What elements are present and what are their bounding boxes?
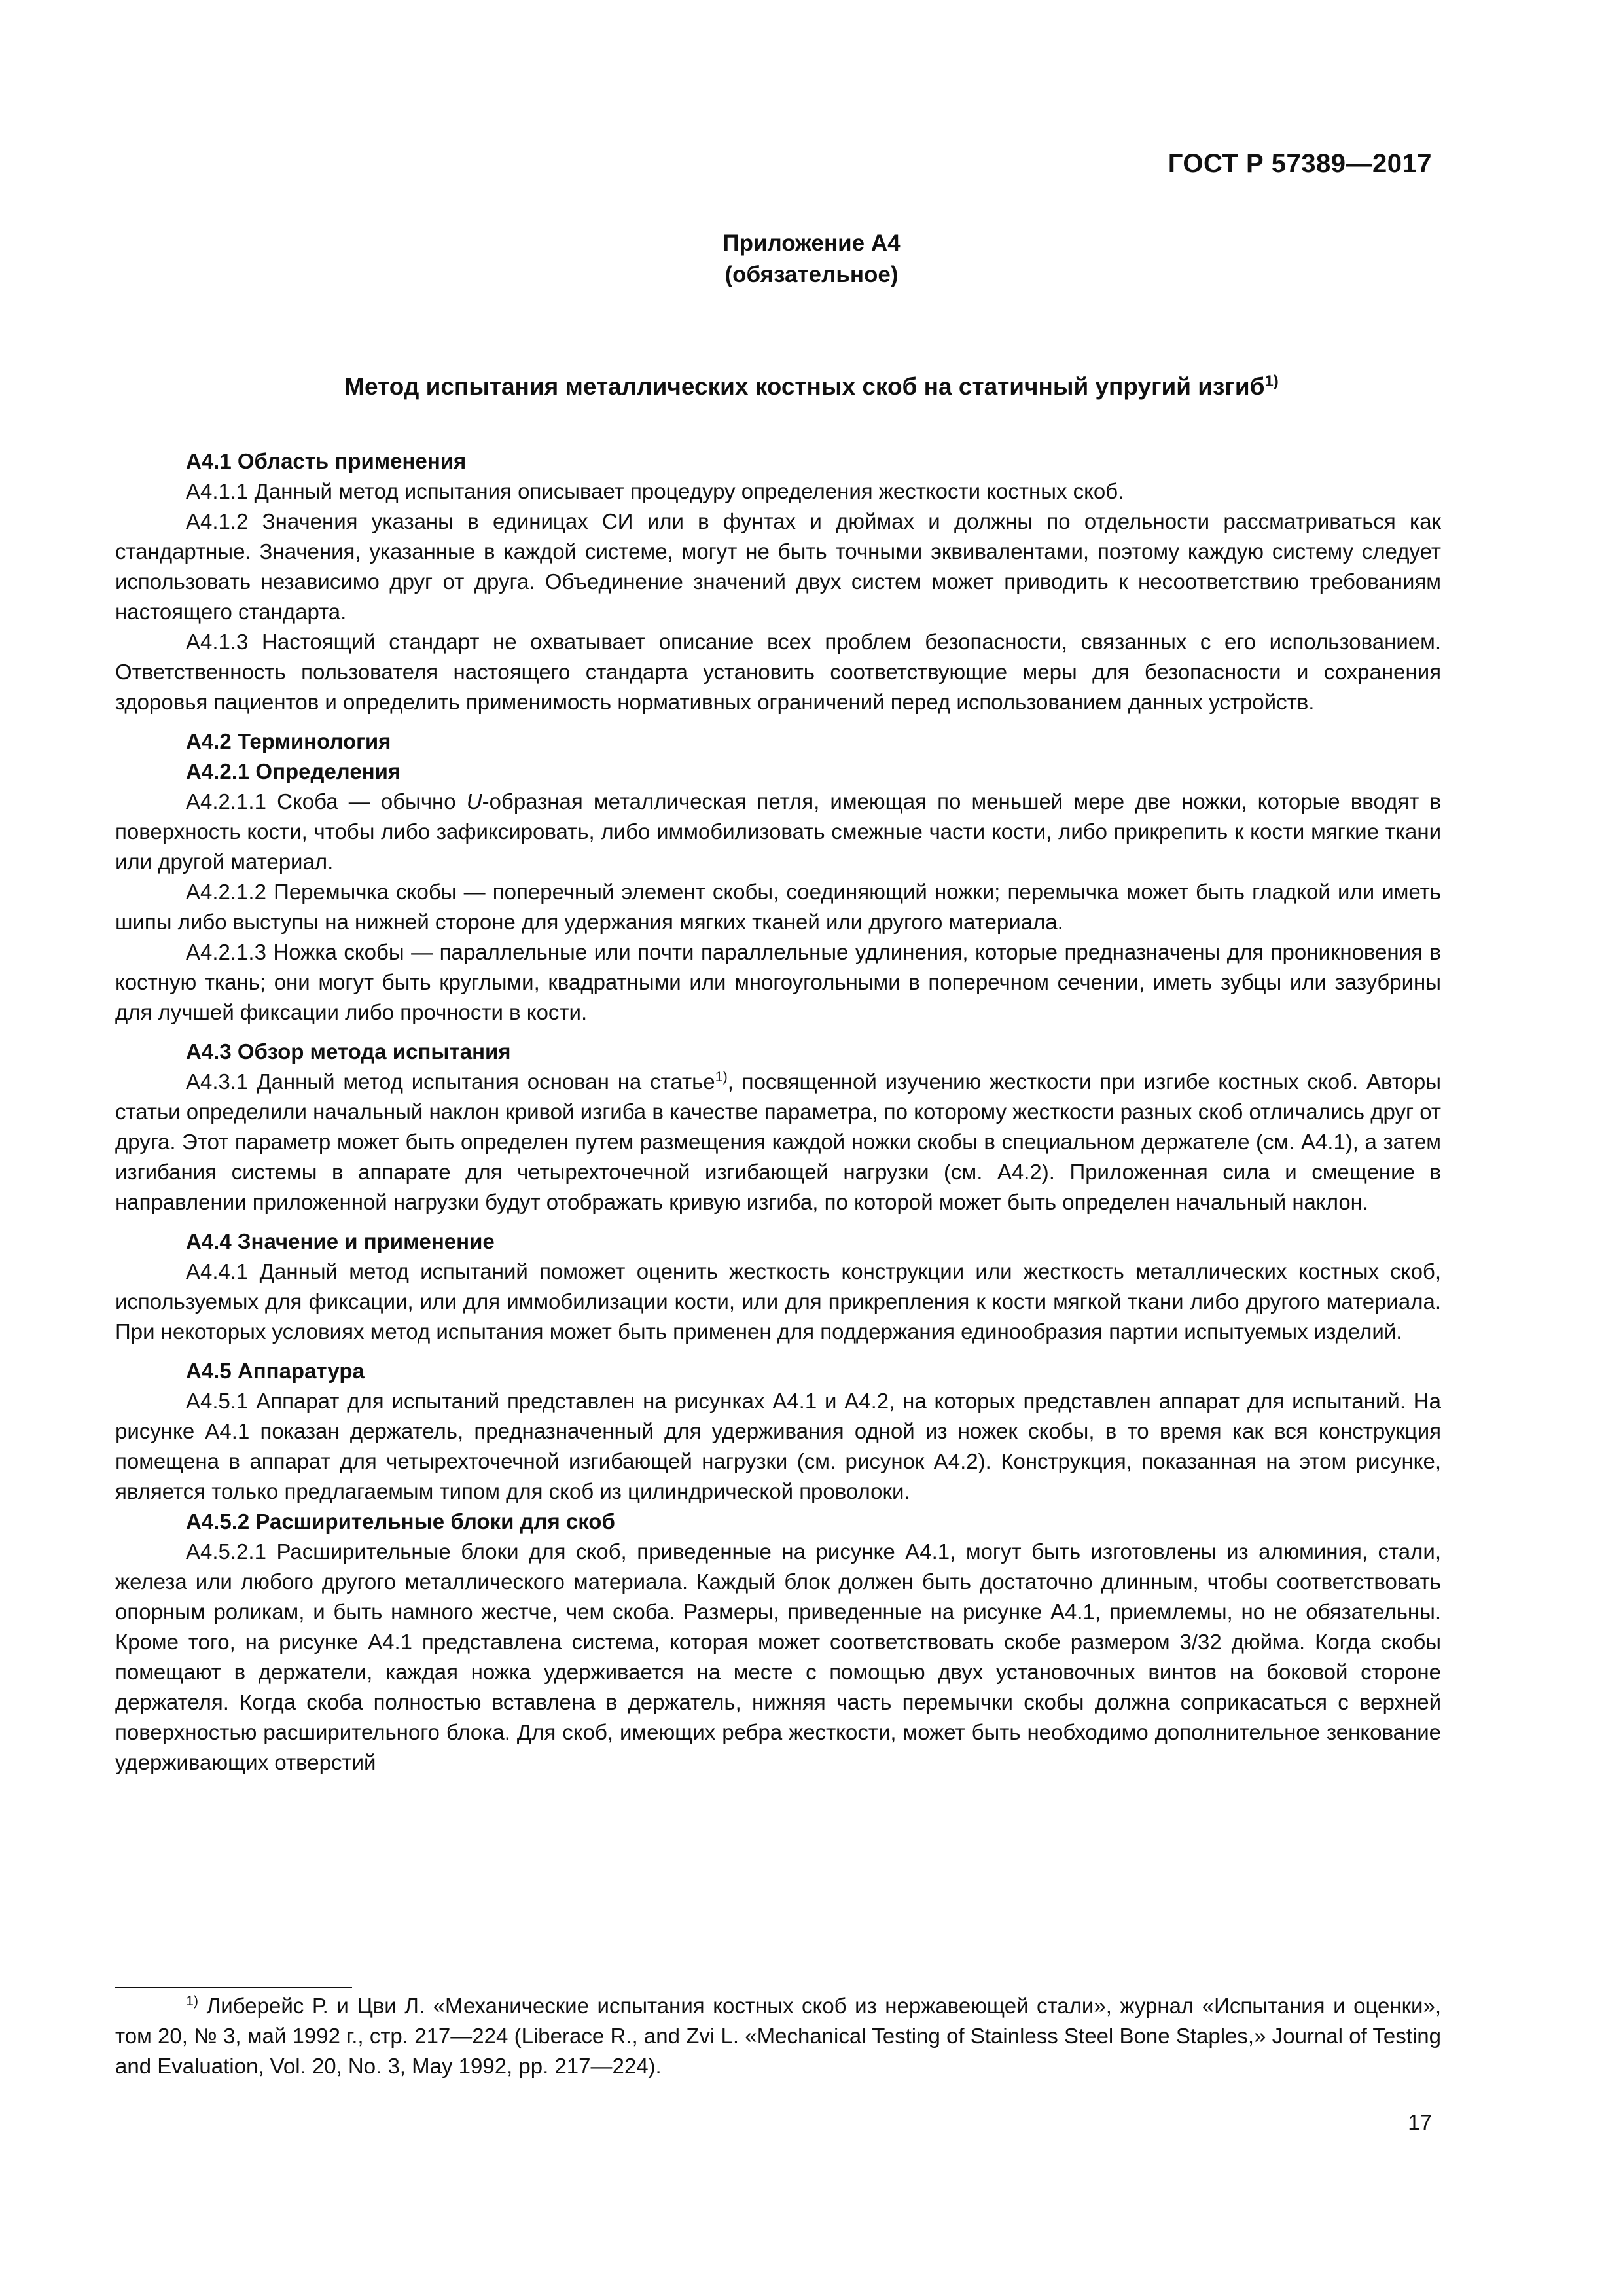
document-title: [0, 373, 1623, 401]
footnote-reference: 1): [715, 1069, 728, 1085]
paragraph-a4-2-1-2: А4.2.1.2 Перемычка скобы — поперечный элемент скобы, соединяющий ножки; перемычка может быть гладкой или иметь шипы либо выступы на нижней стороне для удержания мягких тканей или другого материала.: [115, 880, 1441, 934]
paragraph-a4-2-1-1-rest: -образная металлическая петля, имеющая по меньшей мере две ножки, которые вводят в поверхность кости, чтобы либо зафиксировать, либо иммобилизовать смежные части кости, либо прикрепить к кости мягкие ткани или другой материал.: [115, 789, 1441, 874]
appendix-label: Приложение А4: [722, 230, 901, 256]
section-heading-a4-2: А4.2 Терминология: [186, 729, 391, 753]
paragraph-a4-5-2-1: А4.5.2.1 Расширительные блоки для скоб, приведенные на рисунке А4.1, могут быть изготовлены из алюминия, стали, железа или любого другого металлического материала. Каждый блок должен быть достаточно длинным, чтобы соответствовать опорным роликам, и быть намного жестче, чем скоба. Размеры, приведенные на рисунке А4.1, приемлемы, но не обязательны. Кроме того, на рисунке А4.1 представлена система, которая может соответствовать скобе размером 3/32 дюйма. Когда скобы помещают в держатели, каждая ножка удерживается на месте с помощью двух установочных винтов на боковой стороне держателя. Когда скоба полностью вставлена в держатель, нижняя часть перемычки скобы должна соприкасаться с верхней поверхностью расширительного блока. Для скоб, имеющих ребра жесткости, может быть необходимо дополнительное зенкование удерживающих отверстий: [115, 1539, 1441, 1774]
paragraph-a4-1-3: А4.1.3 Настоящий стандарт не охватывает описание всех проблем безопасности, связанных с его использованием. Ответственность пользователя настоящего стандарта установить соответствующие меры для безопасности и сохранения здоровья пациентов и определить применимость нормативных ограничений перед использованием данных устройств.: [115, 630, 1441, 714]
title-text: Метод испытания металлических костных скоб на статичный упругий изгиб: [344, 373, 1265, 400]
paragraph-a4-5-1: А4.5.1 Аппарат для испытаний представлен на рисунках А4.1 и А4.2, на которых представлен аппарат для испытаний. На рисунке А4.1 показан держатель, предназначенный для удерживания одной из ножек скобы, в то время как вся конструкция помещена в аппарат для четырехточечной изгибающей нагрузки (см. рисунок А4.2). Конструкция, показанная на этом рисунке, является только предлагаемым типом для скоб из цилиндрической проволоки.: [115, 1389, 1441, 1503]
subsection-heading-a4-5-2: А4.5.2 Расширительные блоки для скоб: [186, 1509, 615, 1534]
paragraph-a4-4-1: А4.4.1 Данный метод испытаний поможет оценить жесткость конструкции или жесткость металлических костных скоб, используемых для фиксации, или для иммобилизации кости, или для прикрепления к кости мягкой ткани либо другого материала. При некоторых условиях метод испытания может быть применен для поддержания единообразия партии испытуемых изделий.: [115, 1259, 1441, 1344]
paragraph-a4-3-1-rest: , посвященной изучению жесткости при изгибе костных скоб. Авторы статьи определили начальный наклон кривой изгиба в качестве параметра, по которому жесткости разных скоб отличались друг от друга. Этот параметр может быть определен путем размещения каждой ножки скобы в специальном держателе (см. А4.1), а затем изгибания системы в аппарате для четырехточечной изгибающей нагрузки (см. А4.2). Приложенная сила и смещение в направлении приложенной нагрузки будут отображать кривую изгиба, по которой может быть определен начальный наклон.: [115, 1069, 1442, 1214]
appendix-heading: [0, 228, 1623, 291]
paragraph-a4-1-2: А4.1.2 Значения указаны в единицах СИ или в фунтах и дюймах и должны по отдельности рассматриваться как стандартные. Значения, указанные в каждой системе, могут не быть точными эквивалентами, поэтому каждую систему следует использовать независимо друг от друга. Объединение значений двух систем может приводить к несоответствию требованиям настоящего стандарта.: [115, 509, 1441, 624]
standard-code: ГОСТ Р 57389—2017: [1168, 149, 1432, 178]
footnote-divider: [115, 1987, 352, 1988]
section-heading-a4-5: А4.5 Аппаратура: [186, 1359, 365, 1383]
main-content: [115, 446, 1441, 1778]
paragraph-a4-3-1: [115, 1067, 1441, 1217]
paragraph-a4-2-1-1: [115, 787, 1441, 877]
title-footnote-mark: 1): [1264, 372, 1279, 390]
page-number: 17: [1408, 2110, 1432, 2134]
footnote-text: Либерейс Р. и Цви Л. «Механические испытания костных скоб из нержавеющей стали», журнал «Испытания и оценки», том 20, № 3, май 1992 г., стр. 217—224 (Liberace R., and Zvi L. «Mechanical Testing of Stainless Steel Bone Staples,» Journal of Testing and Evaluation, Vol. 20, No. 3, May 1992, pp. 217—224).: [115, 1994, 1441, 2078]
section-heading-a4-4: А4.4 Значение и применение: [186, 1229, 495, 1253]
paragraph-a4-2-1-3: А4.2.1.3 Ножка скобы — параллельные или почти параллельные удлинения, которые предназначены для проникновения в костную ткань; они могут быть круглыми, квадратными или многоугольными в поперечном сечении, иметь зубцы или зазубрины для лучшей фиксации либо прочности в кости.: [115, 940, 1441, 1024]
paragraph-a4-3-1-prefix: А4.3.1 Данный метод испытания основан на статье: [186, 1069, 715, 1094]
u-letter-italic: U: [466, 789, 482, 814]
section-heading-a4-1: А4.1 Область применения: [186, 449, 467, 473]
footnote: [115, 1991, 1441, 2081]
footnote-mark: 1): [186, 1993, 199, 2009]
paragraph-a4-1-1: А4.1.1 Данный метод испытания описывает процедуру определения жесткости костных скоб.: [186, 479, 1124, 503]
paragraph-a4-2-1-1-prefix: А4.2.1.1 Скоба — обычно: [186, 789, 467, 814]
subsection-heading-a4-2-1: А4.2.1 Определения: [186, 759, 401, 783]
section-heading-a4-3: А4.3 Обзор метода испытания: [186, 1039, 511, 1064]
appendix-status: (обязательное): [724, 262, 899, 287]
